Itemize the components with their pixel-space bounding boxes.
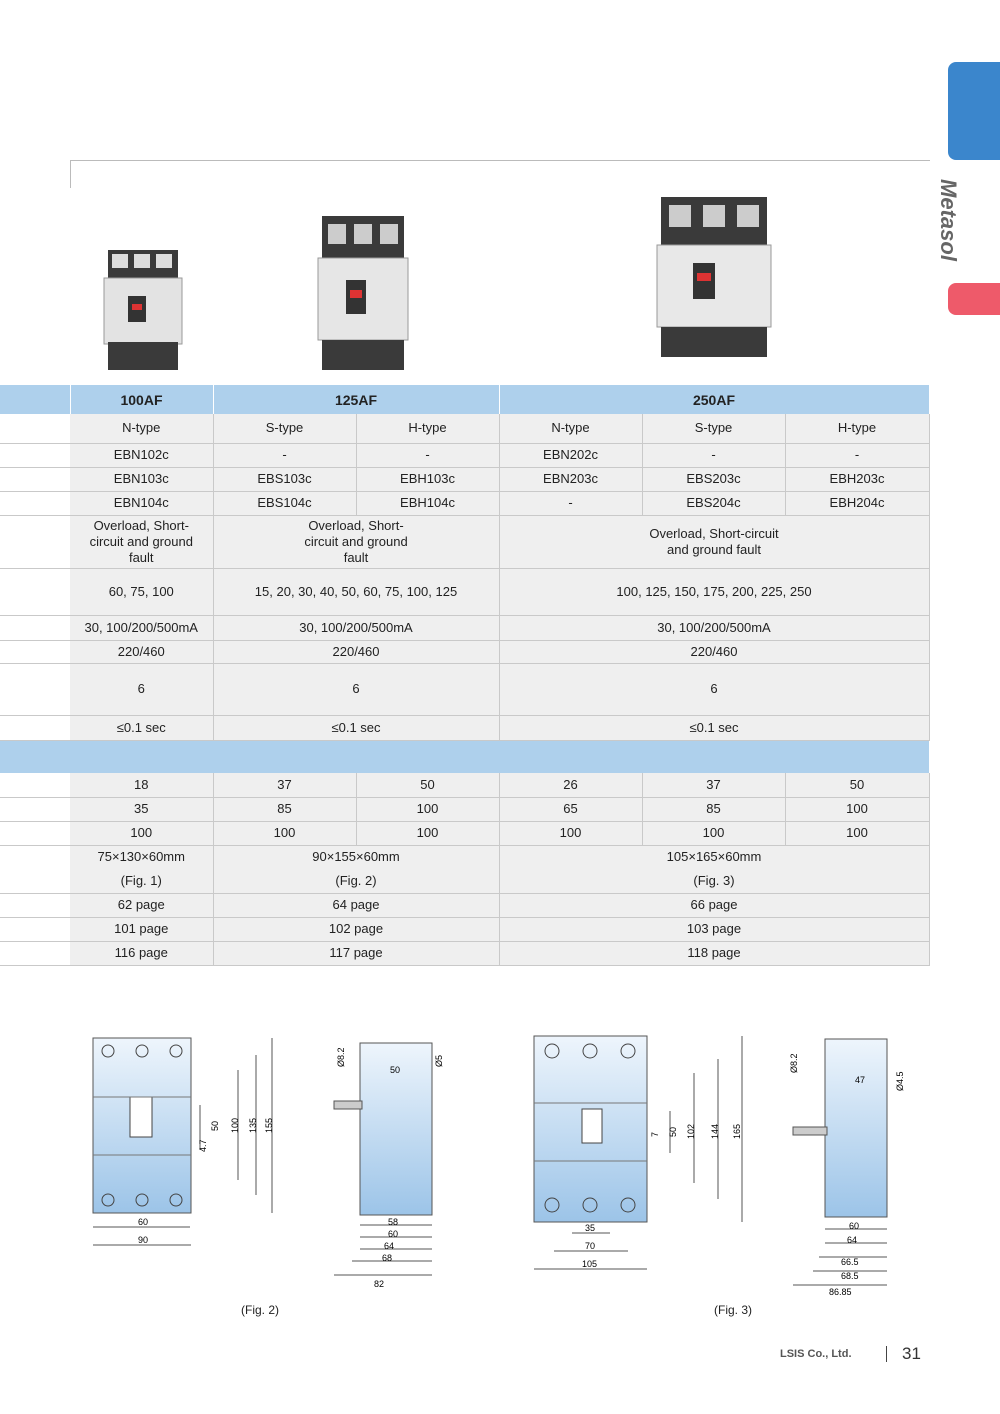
dimension-label: 50 (390, 1065, 401, 1075)
table-cell: (Fig. 2) (213, 869, 499, 893)
frame-header: 100AF (70, 385, 213, 414)
model-row-2p (0, 443, 929, 467)
row-label (0, 845, 70, 869)
dimension-label: 68.5 (841, 1271, 859, 1281)
table-cell: EBH103c (356, 467, 499, 491)
dimension-label: 144 (710, 1123, 720, 1139)
table-cell: ≤0.1 sec (213, 715, 499, 740)
dimension-label: 66.5 (841, 1257, 859, 1267)
row-label (0, 491, 70, 515)
dimension-label: 165 (732, 1123, 742, 1139)
dimension-label: Ø4.5 (895, 1071, 905, 1091)
dimension-label: 58 (388, 1217, 399, 1227)
table-cell: 26 (499, 773, 642, 797)
table-cell: 105×165×60mm (499, 845, 929, 869)
model-row-4p (0, 491, 929, 515)
fig2-side-drawing (330, 1035, 455, 1295)
table-cell: 50 (785, 773, 929, 797)
table-cell: 30, 100/200/500mA (213, 615, 499, 640)
operating-time-row (0, 715, 929, 740)
fig3-side-drawing (785, 1033, 905, 1301)
table-cell: EBH104c (356, 491, 499, 515)
table-cell: ≤0.1 sec (499, 715, 929, 740)
table-cell: 35 (70, 797, 213, 821)
footer-company: LSIS Co., Ltd. (780, 1348, 852, 1360)
table-cell: 116 page (70, 941, 213, 965)
breaker-photo-125af (316, 214, 410, 372)
breaking-row (0, 821, 929, 845)
spec-table (0, 385, 930, 741)
brand-tab-label: Metasol (936, 179, 961, 261)
dimension-label: 35 (585, 1223, 596, 1233)
table-cell: Overload, Short-circuit and ground fault (499, 515, 929, 568)
row-label (0, 715, 70, 740)
table-cell: 37 (213, 773, 356, 797)
table-cell: 118 page (499, 941, 929, 965)
sensitivity-row (0, 615, 929, 640)
dimension-label: 50 (210, 1120, 220, 1131)
page-ref-row (0, 941, 929, 965)
table-cell: 220/460 (213, 640, 499, 663)
table-cell: 100 (785, 821, 929, 845)
breaking-row (0, 797, 929, 821)
dimension-label: Ø8.2 (789, 1053, 799, 1073)
table-cell: EBN203c (499, 467, 642, 491)
model-row-3p (0, 467, 929, 491)
footer-divider (886, 1346, 887, 1362)
table-cell: 100 (356, 821, 499, 845)
rating-6-row (0, 663, 929, 715)
table-cell: Overload, Short-circuit and ground fault (70, 515, 213, 568)
table-cell: EBS203c (642, 467, 785, 491)
dimension-label: 60 (388, 1229, 399, 1239)
table-cell: - (356, 443, 499, 467)
row-label (0, 797, 70, 821)
protection-row (0, 515, 929, 568)
page-ref-row (0, 893, 929, 917)
table-cell: EBH203c (785, 467, 929, 491)
table-cell: (Fig. 3) (499, 869, 929, 893)
dimension-label: 102 (686, 1123, 696, 1139)
dimension-label: 64 (384, 1241, 395, 1251)
row-label (0, 515, 70, 568)
table-cell: Overload, Short-circuit and ground fault (213, 515, 499, 568)
section-band (0, 741, 929, 773)
dimension-label: 68 (382, 1253, 393, 1263)
table-cell: 85 (213, 797, 356, 821)
dimension-label: 135 (248, 1117, 258, 1133)
table-cell: H-type (356, 414, 499, 443)
table-cell: 15, 20, 30, 40, 50, 60, 75, 100, 125 (213, 568, 499, 615)
row-label (0, 893, 70, 917)
dimension-label: 86.85 (829, 1287, 852, 1297)
table-cell: EBH204c (785, 491, 929, 515)
table-cell: 6 (213, 663, 499, 715)
table-cell: ≤0.1 sec (70, 715, 213, 740)
table-cell: 117 page (213, 941, 499, 965)
table-cell: 6 (499, 663, 929, 715)
table-cell: EBN202c (499, 443, 642, 467)
table-cell: EBN104c (70, 491, 213, 515)
table-cell: 62 page (70, 893, 213, 917)
table-cell: - (785, 443, 929, 467)
table-cell: 50 (356, 773, 499, 797)
table-cell: 100 (499, 821, 642, 845)
fig2-front-drawing (88, 1035, 288, 1255)
voltage-row (0, 640, 929, 663)
dimension-label: 60 (138, 1217, 149, 1227)
table-cell: 102 page (213, 917, 499, 941)
table-cell: 90×155×60mm (213, 845, 499, 869)
dimension-label: Ø5 (434, 1054, 444, 1067)
row-label (0, 773, 70, 797)
row-label (0, 640, 70, 663)
dimension-label: 155 (264, 1117, 274, 1133)
page-ref-row (0, 917, 929, 941)
table-cell: 30, 100/200/500mA (499, 615, 929, 640)
figure-caption: (Fig. 2) (241, 1303, 280, 1317)
dimension-label: 100 (230, 1117, 240, 1133)
table-cell: 60, 75, 100 (70, 568, 213, 615)
dimension-label: Ø8.2 (336, 1047, 346, 1067)
table-cell: - (499, 491, 642, 515)
dimension-label: 60 (849, 1221, 860, 1231)
table-cell: 100 (785, 797, 929, 821)
section-tab-blue (948, 62, 1000, 160)
frame-header-row (0, 385, 929, 414)
dimension-label: 82 (374, 1279, 385, 1289)
table-cell: EBN102c (70, 443, 213, 467)
table-cell: 85 (642, 797, 785, 821)
breaker-photo-250af (655, 195, 773, 360)
table-cell: - (213, 443, 356, 467)
table-cell: 100 (642, 821, 785, 845)
table-cell: N-type (70, 414, 213, 443)
table-cell: 65 (499, 797, 642, 821)
dimension-label: 64 (847, 1235, 858, 1245)
dimension-label: 90 (138, 1235, 149, 1245)
dimension-label: 4.7 (198, 1139, 208, 1152)
table-cell: 220/460 (70, 640, 213, 663)
dimension-label: 47 (855, 1075, 866, 1085)
row-label (0, 443, 70, 467)
section-tab-red (948, 283, 1000, 315)
figure-caption: (Fig. 3) (714, 1303, 753, 1317)
frame-header: 250AF (499, 385, 929, 414)
table-cell: S-type (642, 414, 785, 443)
fig3-front-drawing (528, 1033, 753, 1278)
page-number: 31 (902, 1344, 921, 1363)
table-cell: 101 page (70, 917, 213, 941)
row-label (0, 385, 70, 414)
table-cell: (Fig. 1) (70, 869, 213, 893)
row-label (0, 615, 70, 640)
table-cell: 64 page (213, 893, 499, 917)
row-label (0, 568, 70, 615)
figure-ref-row (0, 869, 929, 893)
top-rule (70, 160, 930, 161)
dimension-label: 105 (582, 1259, 598, 1269)
dimension-label: 7 (650, 1131, 660, 1137)
row-label (0, 917, 70, 941)
row-label (0, 663, 70, 715)
dimension-row (0, 845, 929, 869)
table-cell: - (642, 443, 785, 467)
table-cell: EBS204c (642, 491, 785, 515)
table-cell: 66 page (499, 893, 929, 917)
frame-header: 125AF (213, 385, 499, 414)
row-label (0, 467, 70, 491)
table-cell: 6 (70, 663, 213, 715)
table-cell: EBS103c (213, 467, 356, 491)
row-label (0, 941, 70, 965)
table-cell: EBS104c (213, 491, 356, 515)
table-cell: 37 (642, 773, 785, 797)
table-cell: H-type (785, 414, 929, 443)
table-cell: 103 page (499, 917, 929, 941)
table-cell: 100, 125, 150, 175, 200, 225, 250 (499, 568, 929, 615)
table-cell: S-type (213, 414, 356, 443)
table-cell: N-type (499, 414, 642, 443)
table-cell: 30, 100/200/500mA (70, 615, 213, 640)
row-label (0, 869, 70, 893)
rated-current-row (0, 568, 929, 615)
top-rule-corner (70, 160, 71, 188)
breaker-photo-100af (100, 248, 186, 373)
type-row (0, 414, 929, 443)
row-label (0, 821, 70, 845)
table-cell: 100 (70, 821, 213, 845)
dimension-label: 50 (668, 1126, 678, 1137)
table-cell: 100 (213, 821, 356, 845)
table-cell: EBN103c (70, 467, 213, 491)
table-cell: 18 (70, 773, 213, 797)
table-cell: 75×130×60mm (70, 845, 213, 869)
breaking-table (0, 773, 930, 966)
dimension-label: 70 (585, 1241, 596, 1251)
table-cell: 100 (356, 797, 499, 821)
breaking-row (0, 773, 929, 797)
table-cell: 220/460 (499, 640, 929, 663)
row-label (0, 414, 70, 443)
